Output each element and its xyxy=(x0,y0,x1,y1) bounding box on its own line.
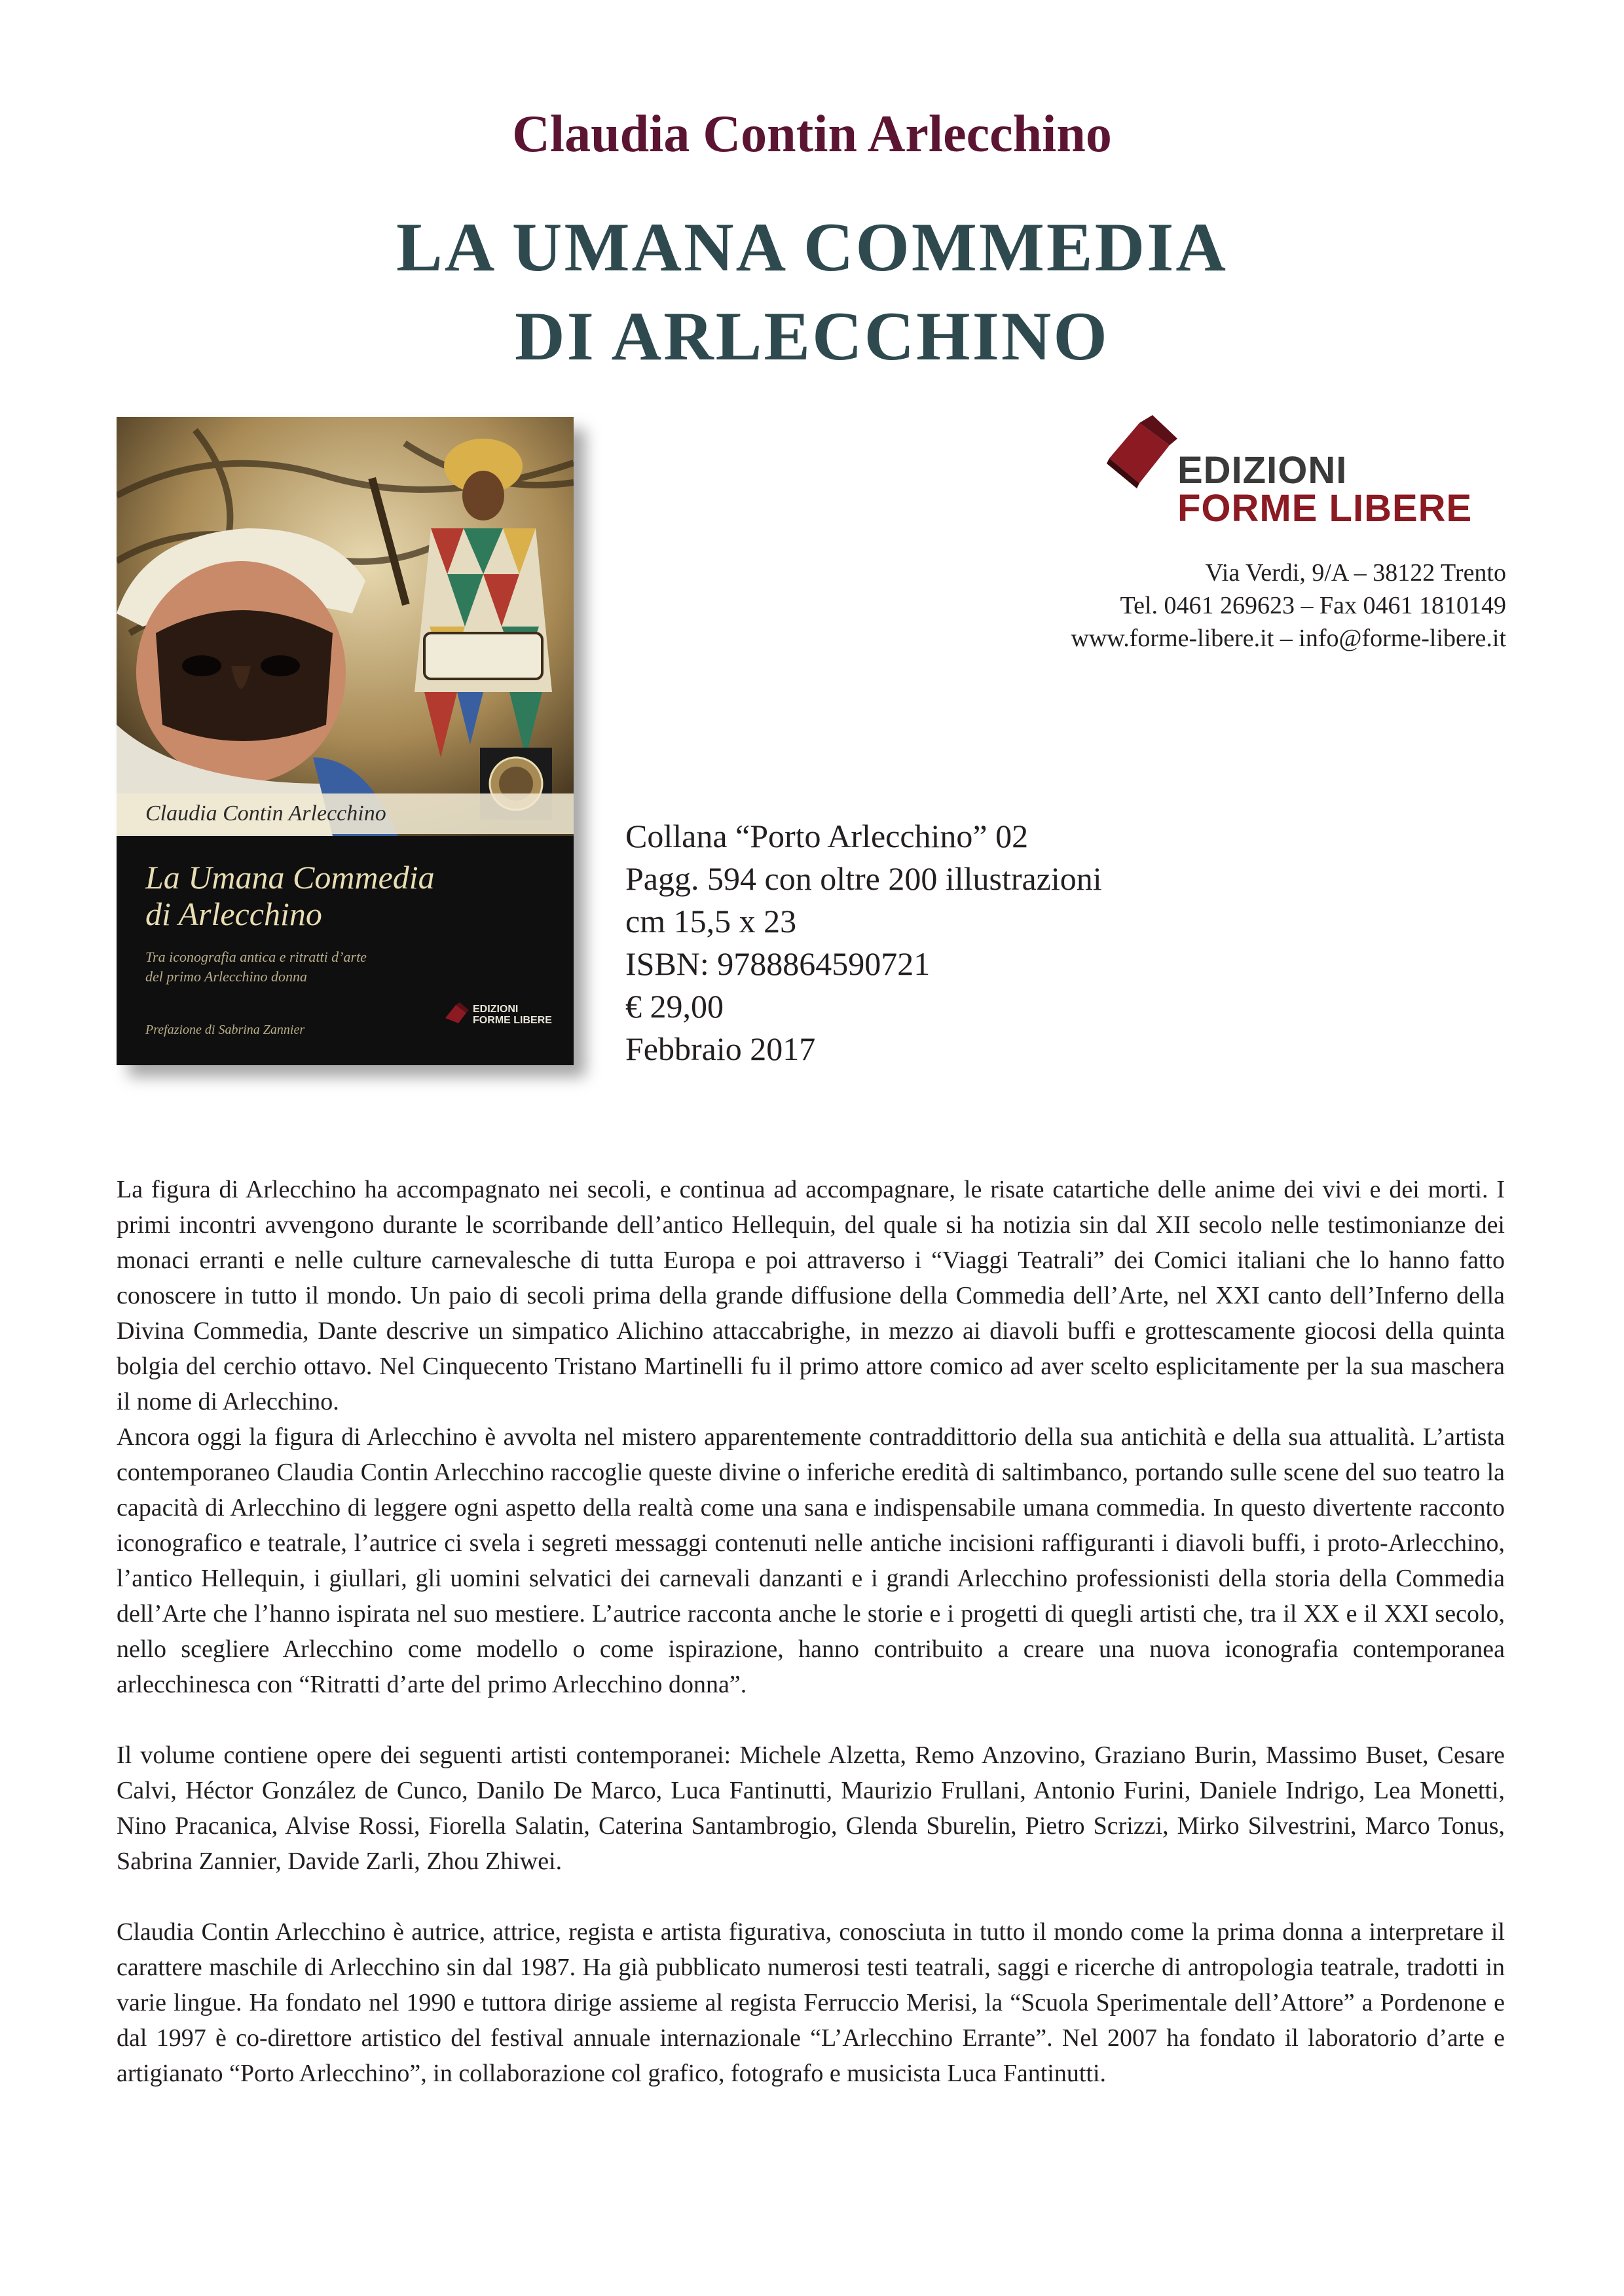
cover-title-line-2: di Arlecchino xyxy=(145,896,322,932)
book-description xyxy=(117,1172,1505,2091)
description-paragraph-1: La figura di Arlecchino ha accompagnato nei secoli, e continua ad accompagnare, le risate catartiche delle anime dei vivi e dei morti. I primi incontri avvengono durante le scorribande dell’antico Hellequin, del quale si ha notizia sin dal XII secolo nelle testimonianze dei monaci erranti e nelle culture carnevalesche di tutta Europa e poi attraverso i “Viaggi Teatrali” dei Comici italiani che lo hanno fatto conoscere in tutto il mondo. Un paio di secoli prima della grande diffusione della Commedia dell’Arte, nel XXI canto dell’Inferno della Divina Commedia, Dante descrive un simpatico Alichino attaccabrighe, in mezzo ai diavoli buffi e grottescamente giocosi della quinta bolgia del cerchio ottavo. Nel Cinquecento Tristano Martinelli fu il primo attore comico ad aver scelto esplicitamente per la sua maschera il nome di Arlecchino. xyxy=(117,1176,1505,1415)
publisher-name-line-2: FORME LIBERE xyxy=(1177,487,1473,530)
book-details xyxy=(625,815,1346,1070)
cover-preface: Prefazione di Sabrina Zannier xyxy=(145,1023,305,1037)
cover-artwork xyxy=(117,417,574,836)
cover-title xyxy=(145,859,551,932)
cover-subtitle-line-1: Tra iconografia antica e ritratti d’arte xyxy=(145,949,367,965)
publisher-address: Via Verdi, 9/A – 38122 Trento xyxy=(1205,559,1506,587)
publisher-web-email: www.forme-libere.it – info@forme-libere.it xyxy=(1071,625,1506,652)
artists-paragraph: Il volume contiene opere dei seguenti artisti contemporanei: Michele Alzetta, Remo Anzovino, Graziano Burin, Massimo Buset, Cesare Calvi, Héctor González de Cunco, Danilo De Marco, Luca Fantinutti, Maurizio Frullani, Antonio Furini, Daniele Indrigo, Lea Monetti, Nino Pracanica, Alvise Rossi, Fiorella Salatin, Caterina Santambrogio, Glenda Sburelin, Pietro Scrizzi, Mirko Silvestrini, Marco Tonus, Sabrina Zannier, Davide Zarli, Zhou Zhiwei. xyxy=(117,1741,1505,1875)
book-isbn: ISBN: 9788864590721 xyxy=(625,945,931,982)
book-price: € 29,00 xyxy=(625,988,724,1025)
cover-logo-text xyxy=(473,1004,552,1026)
book-title-line-1: LA UMANA COMMEDIA xyxy=(396,209,1228,285)
book-series: Collana “Porto Arlecchino” 02 xyxy=(625,818,1029,854)
publisher-logo xyxy=(1107,412,1473,530)
cover-subtitle-line-2: del primo Arlecchino donna xyxy=(145,968,308,985)
publisher-name xyxy=(1177,449,1473,530)
publisher-name-line-1: EDIZIONI xyxy=(1177,449,1348,492)
book-date: Febbraio 2017 xyxy=(625,1030,816,1067)
book-pages: Pagg. 594 con oltre 200 illustrazioni xyxy=(625,860,1102,897)
book-title-heading xyxy=(0,203,1624,381)
book-author-heading: Claudia Contin Arlecchino xyxy=(512,105,1112,163)
cover-title-line-1: La Umana Commedia xyxy=(145,859,435,896)
book-size: cm 15,5 x 23 xyxy=(625,903,797,939)
cover-subtitle xyxy=(145,947,512,987)
publisher-contact xyxy=(917,556,1506,655)
cover-author-label: Claudia Contin Arlecchino xyxy=(117,793,574,834)
cover-logo-line-1: EDIZIONI xyxy=(473,1004,519,1015)
description-paragraph-2: Ancora oggi la figura di Arlecchino è avvolta nel mistero apparentemente contraddittorio della sua antichità e della sua attualità. L’artista contemporaneo Claudia Contin Arlecchino raccoglie queste divine o inferiche eredità di saltimbanco, portando sulle scene del suo teatro la capacità di Arlecchino di leggere ogni aspetto della realtà come una sana e indispensabile umana commedia. In questo divertente racconto iconografico e teatrale, l’autrice ci svela i segreti messaggi contenuti nelle antiche incisioni raffiguranti i diavoli buffi, i proto-Arlecchino, l’antico Hellequin, i giullari, gli uomini selvatici dei carnevali danzanti e i grandi Arlecchino professionisti della storia della Commedia dell’Arte che l’hanno ispirata nel suo mestiere. L’autrice racconta anche le storie e i progetti di quegli artisti che, tra il XX e il XXI secolo, nello scegliere Arlecchino come modello o come ispirazione, hanno contribuito a creare una nuova iconografia contemporanea arlecchinesca con “Ritratti d’arte del primo Arlecchino donna”. xyxy=(117,1423,1505,1698)
book-title-line-2: DI ARLECCHINO xyxy=(515,298,1109,374)
cover-logo-line-2: FORME LIBERE xyxy=(473,1015,552,1026)
author-bio-paragraph: Claudia Contin Arlecchino è autrice, attrice, regista e artista figurativa, conosciuta in tutto il mondo come la prima donna a interpretare il carattere maschile di Arlecchino sin dal 1987. Ha già pubblicato numerosi testi teatrali, saggi e ricerche di antropologia teatrale, tradotti in varie lingue. Ha fondato nel 1990 e tuttora dirige assieme al regista Ferruccio Merisi, la “Scuola Sperimentale dell’Attore” a Pordenone e dal 1997 è co-direttore artistico del festival annuale internazionale “L’Arlecchino Errante”. Nel 2007 ha fondato il laboratorio d’arte e artigianato “Porto Arlecchino”, in collaborazione col grafico, fotografo e musicista Luca Fantinutti. xyxy=(117,1918,1505,2087)
publisher-phone-fax: Tel. 0461 269623 – Fax 0461 1810149 xyxy=(1120,592,1506,619)
open-book-icon xyxy=(1107,412,1179,498)
cover-publisher-logo xyxy=(444,1000,562,1032)
book-icon xyxy=(444,1000,470,1026)
book-cover-image xyxy=(117,417,574,1065)
